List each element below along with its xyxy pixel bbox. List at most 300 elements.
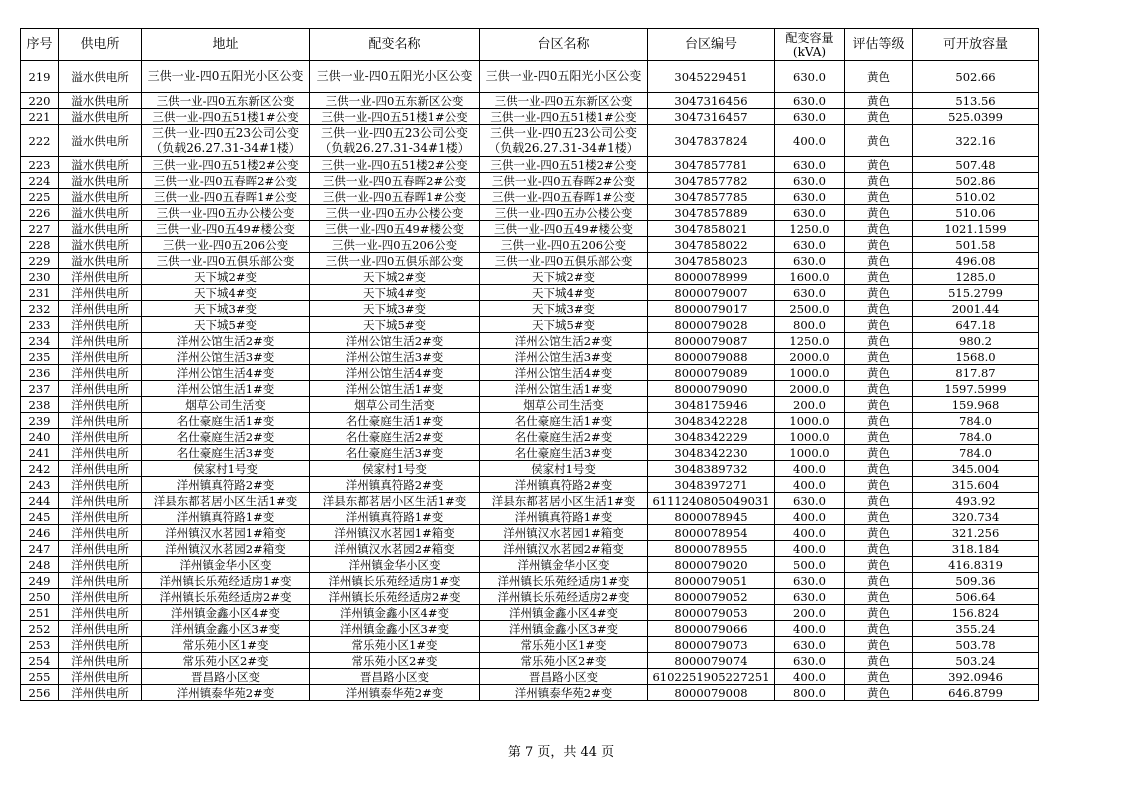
cell-area-name: 三供一业-四0五春晖2#公变 — [480, 173, 648, 189]
cell-address: 洋州镇汉水茗园1#箱变 — [142, 525, 310, 541]
cell-area-code: 8000079028 — [648, 317, 775, 333]
cell-open-capacity: 1021.1599 — [913, 221, 1039, 237]
cell-transformer-name: 三供一业-四0五东新区公变 — [310, 93, 480, 109]
cell-address: 三供一业-四0五东新区公变 — [142, 93, 310, 109]
cell-open-capacity: 513.56 — [913, 93, 1039, 109]
cell-capacity: 630.0 — [775, 637, 845, 653]
cell-station: 洋州供电所 — [59, 573, 142, 589]
cell-address: 洋州公馆生活2#变 — [142, 333, 310, 349]
cell-index: 247 — [21, 541, 59, 557]
cell-capacity: 630.0 — [775, 157, 845, 173]
cell-area-code: 3048342230 — [648, 445, 775, 461]
cell-area-code: 8000079066 — [648, 621, 775, 637]
cell-area-name: 天下城4#变 — [480, 285, 648, 301]
cell-transformer-name: 名仕豪庭生活1#变 — [310, 413, 480, 429]
table-row — [21, 157, 1039, 173]
cell-rating: 黄色 — [845, 413, 913, 429]
cell-station: 洋州供电所 — [59, 653, 142, 669]
cell-index: 240 — [21, 429, 59, 445]
cell-rating: 黄色 — [845, 557, 913, 573]
cell-capacity: 400.0 — [775, 525, 845, 541]
cell-open-capacity: 1597.5999 — [913, 381, 1039, 397]
cell-area-name: 天下城2#变 — [480, 269, 648, 285]
cell-transformer-name: 侯家村1号变 — [310, 461, 480, 477]
table-row — [21, 93, 1039, 109]
table-row — [21, 573, 1039, 589]
cell-area-name: 名仕豪庭生活3#变 — [480, 445, 648, 461]
cell-address: 天下城4#变 — [142, 285, 310, 301]
cell-rating: 黄色 — [845, 205, 913, 221]
cell-area-code: 8000079073 — [648, 637, 775, 653]
cell-address: 洋州镇泰华苑2#变 — [142, 685, 310, 701]
cell-area-code: 8000079052 — [648, 589, 775, 605]
cell-index: 246 — [21, 525, 59, 541]
cell-open-capacity: 502.66 — [913, 61, 1039, 93]
cell-rating: 黄色 — [845, 397, 913, 413]
cell-area-code: 3047316456 — [648, 93, 775, 109]
cell-address: 名仕豪庭生活2#变 — [142, 429, 310, 445]
cell-area-code: 3047857782 — [648, 173, 775, 189]
cell-transformer-name: 名仕豪庭生活3#变 — [310, 445, 480, 461]
cell-index: 221 — [21, 109, 59, 125]
cell-area-code: 8000079089 — [648, 365, 775, 381]
table-row — [21, 637, 1039, 653]
cell-rating: 黄色 — [845, 253, 913, 269]
cell-open-capacity: 318.184 — [913, 541, 1039, 557]
cell-rating: 黄色 — [845, 541, 913, 557]
cell-area-name: 常乐苑小区1#变 — [480, 637, 648, 653]
cell-rating: 黄色 — [845, 621, 913, 637]
table-row — [21, 317, 1039, 333]
cell-area-name: 洋州镇金鑫小区4#变 — [480, 605, 648, 621]
cell-open-capacity: 510.02 — [913, 189, 1039, 205]
cell-open-capacity: 509.36 — [913, 573, 1039, 589]
cell-area-code: 3047858022 — [648, 237, 775, 253]
cell-area-name: 三供一业-四0五春晖1#公变 — [480, 189, 648, 205]
cell-transformer-name: 三供一业-四0五办公楼公变 — [310, 205, 480, 221]
cell-transformer-name: 洋州公馆生活2#变 — [310, 333, 480, 349]
cell-open-capacity: 1285.0 — [913, 269, 1039, 285]
cell-rating: 黄色 — [845, 109, 913, 125]
cell-index: 241 — [21, 445, 59, 461]
cell-index: 219 — [21, 61, 59, 93]
cell-open-capacity: 503.78 — [913, 637, 1039, 653]
cell-index: 227 — [21, 221, 59, 237]
cell-address: 洋州镇金鑫小区3#变 — [142, 621, 310, 637]
cell-transformer-name: 洋州镇真符路2#变 — [310, 477, 480, 493]
cell-area-code: 8000078945 — [648, 509, 775, 525]
cell-rating: 黄色 — [845, 349, 913, 365]
cell-station: 溢水供电所 — [59, 253, 142, 269]
cell-open-capacity: 156.824 — [913, 605, 1039, 621]
cell-capacity: 630.0 — [775, 189, 845, 205]
table-row — [21, 301, 1039, 317]
cell-index: 254 — [21, 653, 59, 669]
cell-area-code: 8000079074 — [648, 653, 775, 669]
cell-address: 洋州镇长乐苑经适房1#变 — [142, 573, 310, 589]
cell-station: 溢水供电所 — [59, 173, 142, 189]
cell-open-capacity: 392.0946 — [913, 669, 1039, 685]
table-row — [21, 605, 1039, 621]
cell-station: 洋州供电所 — [59, 477, 142, 493]
cell-area-name: 天下城5#变 — [480, 317, 648, 333]
cell-rating: 黄色 — [845, 157, 913, 173]
cell-transformer-name: 天下城3#变 — [310, 301, 480, 317]
cell-address: 洋县东都茗居小区生活1#变 — [142, 493, 310, 509]
cell-transformer-name: 洋州公馆生活1#变 — [310, 381, 480, 397]
cell-rating: 黄色 — [845, 477, 913, 493]
cell-address: 三供一业-四0五51楼2#公变 — [142, 157, 310, 173]
cell-area-code: 3048342229 — [648, 429, 775, 445]
cell-capacity: 200.0 — [775, 397, 845, 413]
table-row — [21, 205, 1039, 221]
table-row — [21, 221, 1039, 237]
cell-station: 洋州供电所 — [59, 445, 142, 461]
cell-area-code: 3047858023 — [648, 253, 775, 269]
cell-capacity: 800.0 — [775, 685, 845, 701]
table-row — [21, 253, 1039, 269]
table-row — [21, 525, 1039, 541]
cell-index: 233 — [21, 317, 59, 333]
cell-capacity: 1250.0 — [775, 333, 845, 349]
cell-address: 三供一业-四0五办公楼公变 — [142, 205, 310, 221]
table-row — [21, 61, 1039, 93]
cell-index: 229 — [21, 253, 59, 269]
cell-capacity: 630.0 — [775, 237, 845, 253]
cell-index: 238 — [21, 397, 59, 413]
cell-index: 225 — [21, 189, 59, 205]
cell-address: 常乐苑小区2#变 — [142, 653, 310, 669]
cell-area-name: 名仕豪庭生活1#变 — [480, 413, 648, 429]
cell-transformer-name: 天下城5#变 — [310, 317, 480, 333]
cell-capacity: 200.0 — [775, 605, 845, 621]
cell-area-name: 侯家村1号变 — [480, 461, 648, 477]
cell-rating: 黄色 — [845, 461, 913, 477]
cell-station: 溢水供电所 — [59, 237, 142, 253]
cell-address: 洋州公馆生活3#变 — [142, 349, 310, 365]
cell-index: 237 — [21, 381, 59, 397]
page-footer: 第 7 页，共 44 页 — [507, 745, 615, 760]
col-header-rating: 评估等级 — [845, 29, 913, 61]
cell-open-capacity: 493.92 — [913, 493, 1039, 509]
cell-transformer-name: 三供一业-四0五23公司公变（负载26.27.31-34#1楼） — [310, 125, 480, 157]
cell-station: 溢水供电所 — [59, 157, 142, 173]
cell-transformer-name: 三供一业-四0五206公变 — [310, 237, 480, 253]
cell-address: 三供一业-四0五206公变 — [142, 237, 310, 253]
table-row — [21, 589, 1039, 605]
cell-open-capacity: 784.0 — [913, 429, 1039, 445]
cell-open-capacity: 647.18 — [913, 317, 1039, 333]
cell-station: 洋州供电所 — [59, 413, 142, 429]
cell-transformer-name: 洋州镇长乐苑经适房2#变 — [310, 589, 480, 605]
cell-transformer-name: 三供一业-四0五51楼2#公变 — [310, 157, 480, 173]
cell-capacity: 1250.0 — [775, 221, 845, 237]
cell-area-code: 3048389732 — [648, 461, 775, 477]
cell-transformer-name: 洋州公馆生活4#变 — [310, 365, 480, 381]
cell-rating: 黄色 — [845, 509, 913, 525]
cell-transformer-name: 洋州镇金鑫小区3#变 — [310, 621, 480, 637]
cell-area-code: 8000079090 — [648, 381, 775, 397]
col-header-station: 供电所 — [59, 29, 142, 61]
cell-station: 洋州供电所 — [59, 397, 142, 413]
cell-open-capacity: 315.604 — [913, 477, 1039, 493]
cell-index: 244 — [21, 493, 59, 509]
cell-capacity: 500.0 — [775, 557, 845, 573]
cell-area-code: 8000079053 — [648, 605, 775, 621]
cell-area-code: 3048342228 — [648, 413, 775, 429]
cell-area-name: 洋州镇汉水茗园1#箱变 — [480, 525, 648, 541]
cell-station: 洋州供电所 — [59, 381, 142, 397]
cell-transformer-name: 三供一业-四0五春晖2#公变 — [310, 173, 480, 189]
transformer-capacity-table — [20, 28, 1039, 701]
cell-address: 三供一业-四0五俱乐部公变 — [142, 253, 310, 269]
cell-capacity: 400.0 — [775, 125, 845, 157]
cell-address: 三供一业-四0五春晖2#公变 — [142, 173, 310, 189]
cell-area-code: 3045229451 — [648, 61, 775, 93]
cell-station: 洋州供电所 — [59, 349, 142, 365]
table-row — [21, 397, 1039, 413]
cell-rating: 黄色 — [845, 445, 913, 461]
cell-address: 三供一业-四0五阳光小区公变 — [142, 61, 310, 93]
cell-capacity: 400.0 — [775, 509, 845, 525]
cell-index: 253 — [21, 637, 59, 653]
cell-rating: 黄色 — [845, 189, 913, 205]
cell-index: 230 — [21, 269, 59, 285]
cell-transformer-name: 三供一业-四0五春晖1#公变 — [310, 189, 480, 205]
cell-station: 洋州供电所 — [59, 461, 142, 477]
cell-area-name: 三供一业-四0五206公变 — [480, 237, 648, 253]
table-row — [21, 381, 1039, 397]
col-header-capacity: 配变容量 (kVA) — [775, 29, 845, 61]
cell-index: 249 — [21, 573, 59, 589]
cell-address: 烟草公司生活变 — [142, 397, 310, 413]
cell-index: 242 — [21, 461, 59, 477]
cell-address: 三供一业-四0五春晖1#公变 — [142, 189, 310, 205]
col-header-area-name: 台区名称 — [480, 29, 648, 61]
cell-area-name: 常乐苑小区2#变 — [480, 653, 648, 669]
cell-capacity: 630.0 — [775, 589, 845, 605]
cell-rating: 黄色 — [845, 381, 913, 397]
cell-open-capacity: 355.24 — [913, 621, 1039, 637]
table-row — [21, 685, 1039, 701]
cell-transformer-name: 洋州镇汉水茗园2#箱变 — [310, 541, 480, 557]
table-row — [21, 189, 1039, 205]
cell-open-capacity: 515.2799 — [913, 285, 1039, 301]
cell-station: 洋州供电所 — [59, 285, 142, 301]
cell-address: 晋昌路小区变 — [142, 669, 310, 685]
cell-station: 溢水供电所 — [59, 221, 142, 237]
table-row — [21, 445, 1039, 461]
cell-station: 洋州供电所 — [59, 493, 142, 509]
cell-capacity: 630.0 — [775, 93, 845, 109]
table-row — [21, 477, 1039, 493]
cell-transformer-name: 洋州镇真符路1#变 — [310, 509, 480, 525]
cell-area-name: 洋州镇金华小区变 — [480, 557, 648, 573]
cell-area-code: 3048397271 — [648, 477, 775, 493]
cell-open-capacity: 646.8799 — [913, 685, 1039, 701]
cell-station: 洋州供电所 — [59, 317, 142, 333]
cell-index: 226 — [21, 205, 59, 221]
cell-area-code: 3048175946 — [648, 397, 775, 413]
table-row — [21, 621, 1039, 637]
cell-rating: 黄色 — [845, 525, 913, 541]
cell-capacity: 800.0 — [775, 317, 845, 333]
cell-address: 三供一业-四0五51楼1#公变 — [142, 109, 310, 125]
table-row — [21, 285, 1039, 301]
cell-open-capacity: 507.48 — [913, 157, 1039, 173]
cell-station: 洋州供电所 — [59, 605, 142, 621]
cell-open-capacity: 525.0399 — [913, 109, 1039, 125]
cell-rating: 黄色 — [845, 333, 913, 349]
cell-station: 洋州供电所 — [59, 509, 142, 525]
cell-rating: 黄色 — [845, 605, 913, 621]
cell-capacity: 2500.0 — [775, 301, 845, 317]
cell-transformer-name: 三供一业-四0五俱乐部公变 — [310, 253, 480, 269]
cell-area-name: 三供一业-四0五49#楼公变 — [480, 221, 648, 237]
cell-area-code: 3047837824 — [648, 125, 775, 157]
cell-area-name: 洋州公馆生活3#变 — [480, 349, 648, 365]
cell-rating: 黄色 — [845, 285, 913, 301]
cell-station: 洋州供电所 — [59, 557, 142, 573]
cell-transformer-name: 洋州镇金华小区变 — [310, 557, 480, 573]
cell-area-code: 8000079087 — [648, 333, 775, 349]
cell-address: 天下城5#变 — [142, 317, 310, 333]
cell-area-name: 洋州公馆生活2#变 — [480, 333, 648, 349]
cell-area-code: 3047857781 — [648, 157, 775, 173]
cell-area-code: 8000079007 — [648, 285, 775, 301]
table-row — [21, 509, 1039, 525]
cell-station: 洋州供电所 — [59, 269, 142, 285]
cell-rating: 黄色 — [845, 61, 913, 93]
cell-station: 洋州供电所 — [59, 589, 142, 605]
cell-area-name: 三供一业-四0五阳光小区公变 — [480, 61, 648, 93]
cell-open-capacity: 510.06 — [913, 205, 1039, 221]
cell-area-code: 8000079008 — [648, 685, 775, 701]
cell-transformer-name: 洋州镇泰华苑2#变 — [310, 685, 480, 701]
col-header-address: 地址 — [142, 29, 310, 61]
cell-area-code: 8000079088 — [648, 349, 775, 365]
cell-rating: 黄色 — [845, 317, 913, 333]
cell-rating: 黄色 — [845, 429, 913, 445]
cell-station: 洋州供电所 — [59, 429, 142, 445]
cell-station: 洋州供电所 — [59, 669, 142, 685]
cell-open-capacity: 2001.44 — [913, 301, 1039, 317]
table-row — [21, 429, 1039, 445]
cell-station: 洋州供电所 — [59, 685, 142, 701]
cell-transformer-name: 三供一业-四0五阳光小区公变 — [310, 61, 480, 93]
cell-index: 251 — [21, 605, 59, 621]
cell-address: 洋州镇金华小区变 — [142, 557, 310, 573]
cell-open-capacity: 784.0 — [913, 445, 1039, 461]
cell-index: 235 — [21, 349, 59, 365]
cell-area-name: 洋州镇长乐苑经适房2#变 — [480, 589, 648, 605]
cell-address: 常乐苑小区1#变 — [142, 637, 310, 653]
cell-address: 三供一业-四0五49#楼公变 — [142, 221, 310, 237]
cell-capacity: 1000.0 — [775, 445, 845, 461]
cell-area-name: 洋州公馆生活4#变 — [480, 365, 648, 381]
cell-open-capacity: 784.0 — [913, 413, 1039, 429]
cell-index: 223 — [21, 157, 59, 173]
cell-open-capacity: 322.16 — [913, 125, 1039, 157]
cell-area-code: 3047316457 — [648, 109, 775, 125]
cell-rating: 黄色 — [845, 653, 913, 669]
cell-open-capacity: 980.2 — [913, 333, 1039, 349]
cell-open-capacity: 416.8319 — [913, 557, 1039, 573]
table-row — [21, 173, 1039, 189]
cell-area-name: 三供一业-四0五51楼1#公变 — [480, 109, 648, 125]
cell-area-name: 洋州镇长乐苑经适房1#变 — [480, 573, 648, 589]
col-header-area-code: 台区编号 — [648, 29, 775, 61]
cell-area-name: 洋县东都茗居小区生活1#变 — [480, 493, 648, 509]
table-row — [21, 109, 1039, 125]
cell-rating: 黄色 — [845, 125, 913, 157]
cell-area-code: 6102251905227251 — [648, 669, 775, 685]
cell-area-code: 8000079017 — [648, 301, 775, 317]
cell-rating: 黄色 — [845, 173, 913, 189]
cell-address: 侯家村1号变 — [142, 461, 310, 477]
cell-station: 洋州供电所 — [59, 365, 142, 381]
col-header-open-capacity: 可开放容量 — [913, 29, 1039, 61]
cell-address: 名仕豪庭生活3#变 — [142, 445, 310, 461]
cell-transformer-name: 常乐苑小区2#变 — [310, 653, 480, 669]
table-row — [21, 653, 1039, 669]
cell-index: 232 — [21, 301, 59, 317]
cell-area-name: 洋州公馆生活1#变 — [480, 381, 648, 397]
cell-capacity: 630.0 — [775, 285, 845, 301]
cell-station: 溢水供电所 — [59, 125, 142, 157]
cell-area-code: 8000079020 — [648, 557, 775, 573]
cell-station: 洋州供电所 — [59, 621, 142, 637]
cell-address: 洋州镇长乐苑经适房2#变 — [142, 589, 310, 605]
cell-station: 洋州供电所 — [59, 333, 142, 349]
cell-area-name: 烟草公司生活变 — [480, 397, 648, 413]
cell-rating: 黄色 — [845, 365, 913, 381]
cell-open-capacity: 159.968 — [913, 397, 1039, 413]
cell-address: 洋州公馆生活1#变 — [142, 381, 310, 397]
cell-capacity: 630.0 — [775, 573, 845, 589]
cell-capacity: 400.0 — [775, 477, 845, 493]
cell-transformer-name: 三供一业-四0五49#楼公变 — [310, 221, 480, 237]
cell-capacity: 630.0 — [775, 205, 845, 221]
cell-area-code: 6111240805049031 — [648, 493, 775, 509]
cell-index: 234 — [21, 333, 59, 349]
cell-rating: 黄色 — [845, 237, 913, 253]
cell-index: 222 — [21, 125, 59, 157]
cell-area-name: 洋州镇金鑫小区3#变 — [480, 621, 648, 637]
cell-open-capacity: 503.24 — [913, 653, 1039, 669]
cell-area-name: 三供一业-四0五23公司公变（负载26.27.31-34#1楼） — [480, 125, 648, 157]
table-row — [21, 461, 1039, 477]
col-header-index: 序号 — [21, 29, 59, 61]
cell-station: 溢水供电所 — [59, 61, 142, 93]
cell-rating: 黄色 — [845, 269, 913, 285]
cell-address: 天下城2#变 — [142, 269, 310, 285]
cell-address: 名仕豪庭生活1#变 — [142, 413, 310, 429]
cell-rating: 黄色 — [845, 93, 913, 109]
cell-area-name: 洋州镇泰华苑2#变 — [480, 685, 648, 701]
cell-rating: 黄色 — [845, 637, 913, 653]
cell-capacity: 400.0 — [775, 461, 845, 477]
cell-rating: 黄色 — [845, 589, 913, 605]
cell-transformer-name: 常乐苑小区1#变 — [310, 637, 480, 653]
cell-transformer-name: 洋州镇汉水茗园1#箱变 — [310, 525, 480, 541]
cell-rating: 黄色 — [845, 685, 913, 701]
cell-station: 洋州供电所 — [59, 541, 142, 557]
cell-address: 洋州镇金鑫小区4#变 — [142, 605, 310, 621]
cell-rating: 黄色 — [845, 573, 913, 589]
table-row — [21, 365, 1039, 381]
cell-address: 洋州公馆生活4#变 — [142, 365, 310, 381]
